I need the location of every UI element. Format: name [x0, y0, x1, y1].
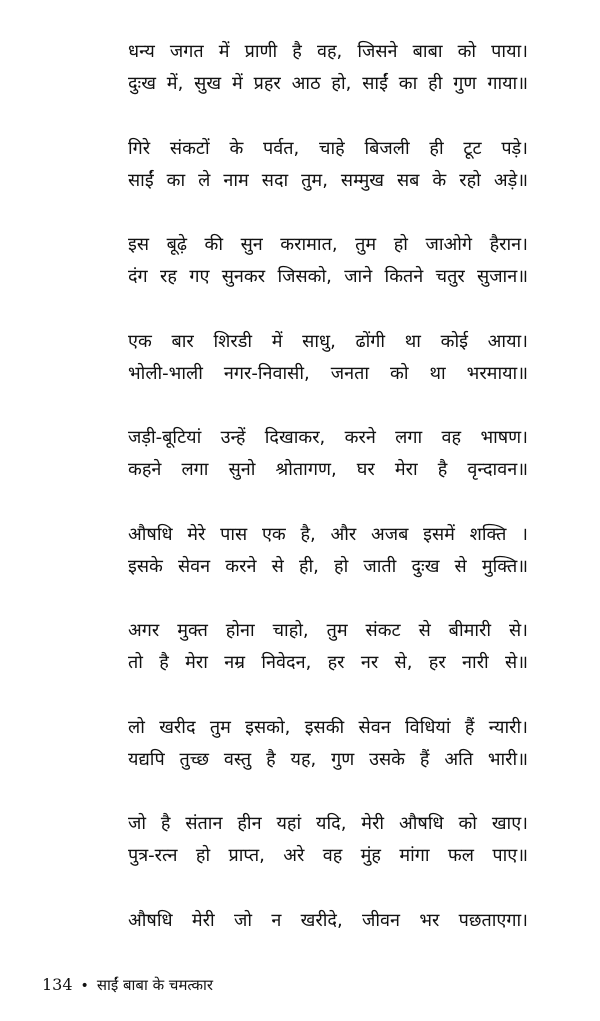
stanza-9 — [128, 808, 528, 905]
verse-line: एक बार शिरडी में साधु, ढोंगी था कोई आया। — [128, 330, 528, 352]
page-footer — [42, 973, 213, 998]
bullet-separator: • — [80, 978, 89, 994]
verse-line: लो खरीद तुम इसको, इसकी सेवन विधियां हैं न्यारी। — [128, 716, 528, 738]
verse-line: अगर मुक्त होना चाहो, तुम संकट से बीमारी से। — [128, 620, 528, 641]
verse-line: दंग रह गए सुनकर जिसको, जाने कितने चतुर सुजान॥ — [128, 266, 528, 287]
verse-line: यद्यपि तुच्छ वस्तु है यह, गुण उसके हैं अति भारी॥ — [128, 748, 528, 770]
stanza-1 — [128, 36, 528, 133]
verse-line: औषधि मेरे पास एक है, और अजब इसमें शक्ति । — [128, 523, 528, 545]
verse-line: औषधि मेरी जो न खरीदे, जीवन भर पछताएगा। — [128, 909, 528, 931]
verse-line: इसके सेवन करने से ही, हो जाती दुःख से मुक्ति॥ — [128, 555, 528, 577]
verse-line: साईं का ले नाम सदा तुम, सम्मुख सब के रहो अड़े॥ — [128, 169, 528, 191]
stanza-2 — [128, 133, 528, 230]
verse-block — [128, 36, 528, 1001]
verse-line: भोली-भाली नगर-निवासी, जनता को था भरमाया॥ — [128, 362, 528, 384]
stanza-5 — [128, 422, 528, 519]
page-number: 134 — [42, 975, 73, 994]
stanza-4 — [128, 326, 528, 423]
verse-line: इस बूढ़े की सुन करामात, तुम हो जाओगे हैरान। — [128, 234, 528, 255]
verse-line: पुत्र-रत्न हो प्राप्त, अरे वह मुंह मांगा फल पाए॥ — [128, 845, 528, 866]
stanza-3 — [128, 229, 528, 326]
verse-line: जो है संतान हीन यहां यदि, मेरी औषधि को खाए। — [128, 813, 528, 834]
verse-line: धन्य जगत में प्राणी है वह, जिसने बाबा को पाया। — [128, 41, 528, 62]
stanza-8 — [128, 712, 528, 809]
verse-line: कहने लगा सुनो श्रोतागण, घर मेरा है वृन्दावन॥ — [128, 459, 528, 480]
verse-line: जड़ी-बूटियां उन्हें दिखाकर, करने लगा वह भाषण। — [128, 427, 528, 448]
book-title: साईं बाबा के चमत्कार — [96, 976, 214, 994]
verse-line: गिरे संकटों के पर्वत, चाहे बिजली ही टूट पड़े। — [128, 137, 528, 159]
verse-line: तो है मेरा नम्र निवेदन, हर नर से, हर नारी से॥ — [128, 652, 528, 673]
stanza-6 — [128, 519, 528, 616]
stanza-7 — [128, 615, 528, 712]
verse-line: दुःख में, सुख में प्रहर आठ हो, साईं का ही गुण गाया॥ — [128, 73, 528, 94]
